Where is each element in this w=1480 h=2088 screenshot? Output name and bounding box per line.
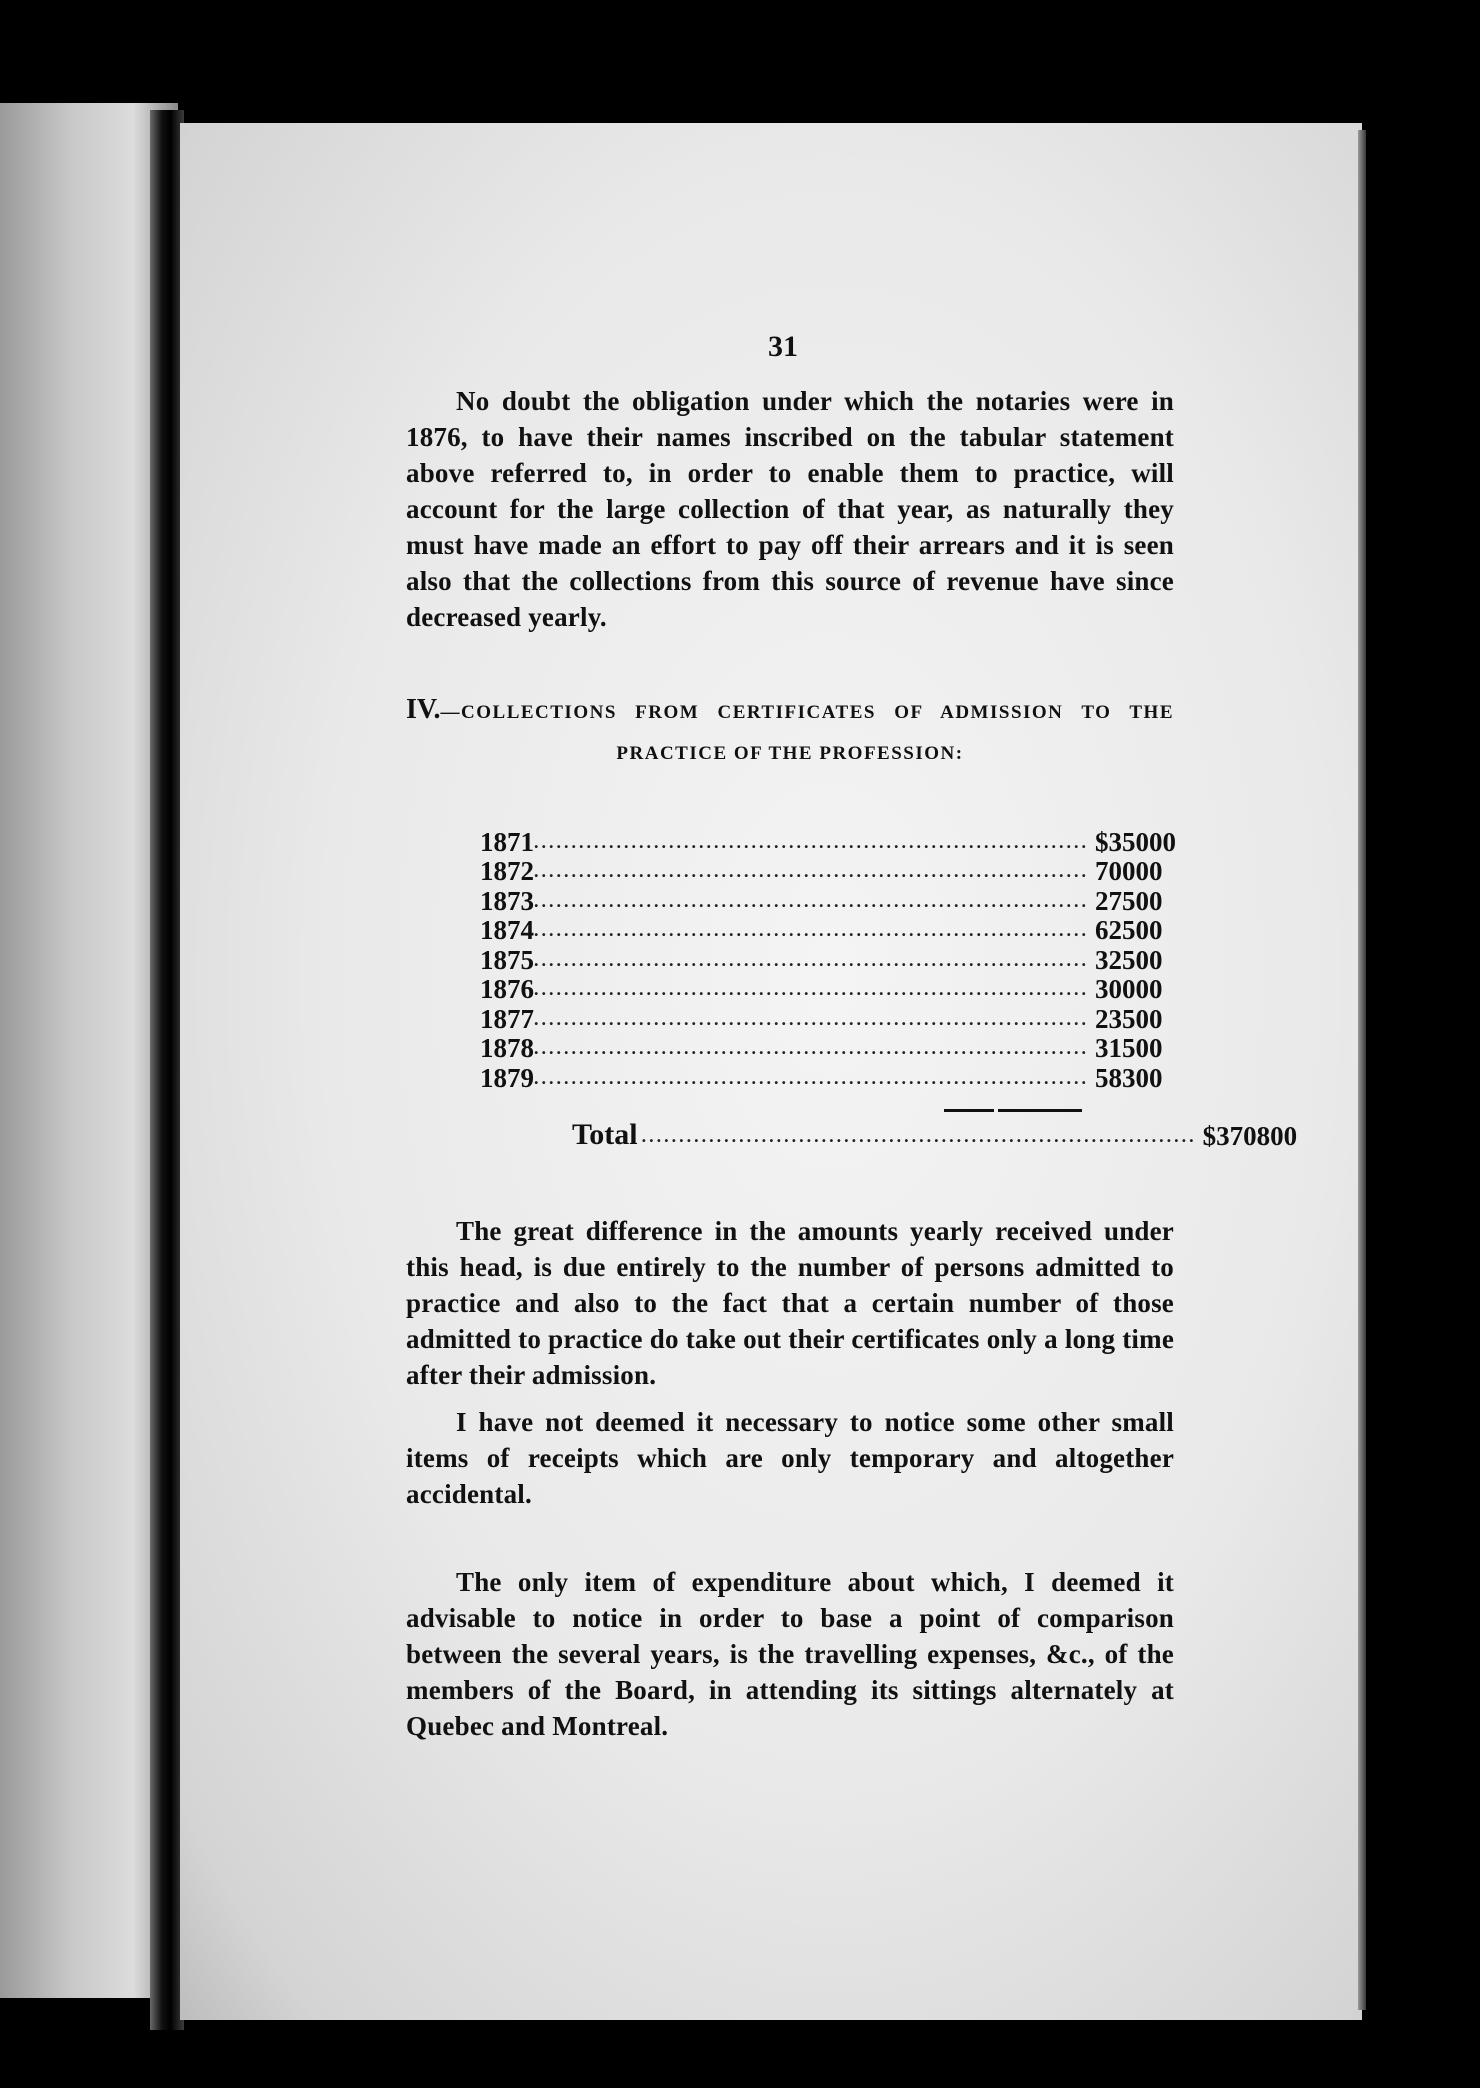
table-row xyxy=(480,915,1163,947)
total-label: Total xyxy=(572,1117,638,1151)
total-row xyxy=(572,1117,1298,1152)
paragraph-text: I have not deemed it necessary to notice some other small items of receipts which are only temporary and altogether accidental. xyxy=(406,1407,1174,1509)
row-year: 1879 xyxy=(480,1062,534,1093)
row-amount: 625 xyxy=(1095,915,1136,945)
sum-rule-dollars xyxy=(944,1109,994,1112)
paragraph-expenditure xyxy=(406,1564,1174,1744)
row-cents: 00 xyxy=(1135,1062,1163,1093)
leader-dots: .......................................................................... xyxy=(534,1008,1089,1029)
section-heading-line-1: —COLLECTIONS FROM CERTIFICATES OF ADMISSION TO THE xyxy=(440,702,1174,723)
paragraph-text: The great difference in the amounts yearly received under this head, is due entirely to the number of persons admitted to practice and also to the fact that a certain number of those admitted to practice do take out their certificates only a long time after their admission. xyxy=(406,1216,1174,1390)
leader-dots: .......................................................................... xyxy=(534,979,1089,999)
row-cents: 00 xyxy=(1135,915,1163,945)
collections-table xyxy=(480,826,1176,1094)
row-amount: 275 xyxy=(1095,885,1136,916)
row-amount: 700 xyxy=(1095,856,1136,886)
row-amount: 235 xyxy=(1095,1003,1136,1034)
paragraph-difference xyxy=(406,1213,1174,1393)
paragraph-text: The only item of expenditure about which, I deemed it advisable to notice in order to base a point of comparison between the several years, is the travelling expenses, &c., of the members of the Board, in attending its sittings alternately at Quebec and Montreal. xyxy=(406,1567,1174,1741)
table-row xyxy=(480,885,1163,917)
row-cents: 00 xyxy=(1135,1003,1163,1034)
row-cents: 00 xyxy=(1135,1033,1163,1063)
row-amount: 315 xyxy=(1095,1033,1136,1063)
row-year: 1872 xyxy=(480,856,534,886)
table-row xyxy=(480,826,1176,858)
table-row xyxy=(480,974,1163,1006)
row-cents: 00 xyxy=(1149,826,1176,857)
leader-dots: .......................................................................... xyxy=(534,1038,1089,1058)
row-year: 1871 xyxy=(480,826,534,857)
row-cents: 00 xyxy=(1135,885,1163,916)
page-edge-shadow xyxy=(1358,130,1366,2010)
sum-rule-amount xyxy=(998,1109,1082,1112)
row-cents: 00 xyxy=(1135,974,1163,1004)
paragraph-receipts xyxy=(406,1404,1174,1512)
table-row xyxy=(480,856,1163,888)
book-spine xyxy=(150,110,184,2030)
paragraph-notaries xyxy=(406,383,1174,635)
table-row xyxy=(480,1033,1163,1065)
table-row xyxy=(480,944,1163,976)
leader-dots: .......................................................................... xyxy=(534,831,1089,852)
row-amount: 300 xyxy=(1095,974,1136,1004)
currency-sign: $ xyxy=(1095,826,1109,857)
leader-dots: .......................................................................... xyxy=(534,920,1089,940)
section-heading xyxy=(406,694,1174,726)
total-cents: 00 xyxy=(1270,1120,1298,1151)
table-row xyxy=(480,1062,1163,1094)
section-numeral: IV. xyxy=(406,694,441,725)
row-year: 1876 xyxy=(480,974,534,1004)
leader-dots: .......................................................................... xyxy=(534,861,1089,881)
row-cents: 00 xyxy=(1135,944,1163,975)
row-year: 1878 xyxy=(480,1033,534,1063)
total-amount: $3708 xyxy=(1202,1120,1271,1151)
row-year: 1873 xyxy=(480,885,534,916)
table-row xyxy=(480,1003,1163,1035)
row-cents: 00 xyxy=(1135,856,1163,886)
row-year: 1874 xyxy=(480,915,534,945)
section-heading-line-2: PRACTICE OF THE PROFESSION: xyxy=(616,743,964,764)
leader-dots: .......................................................................... xyxy=(641,1125,1197,1146)
row-year: 1877 xyxy=(480,1003,534,1034)
leader-dots: .......................................................................... xyxy=(534,890,1089,911)
leader-dots: .......................................................................... xyxy=(534,1067,1089,1088)
leader-dots: .......................................................................... xyxy=(534,949,1089,970)
row-amount: 350 xyxy=(1108,826,1149,857)
row-amount: 325 xyxy=(1095,944,1136,975)
page-number: 31 xyxy=(768,330,798,363)
row-year: 1875 xyxy=(480,944,534,975)
paragraph-text: No doubt the obligation under which the notaries were in 1876, to have their names inscribed on the tabular statement above referred to, in order to enable them to practice, will account for the large collection of that year, as naturally they must have made an effort to pay off their arrears and it is seen also that the collections from this source of revenue have since decreased yearly. xyxy=(406,386,1174,632)
row-amount: 583 xyxy=(1095,1062,1136,1093)
